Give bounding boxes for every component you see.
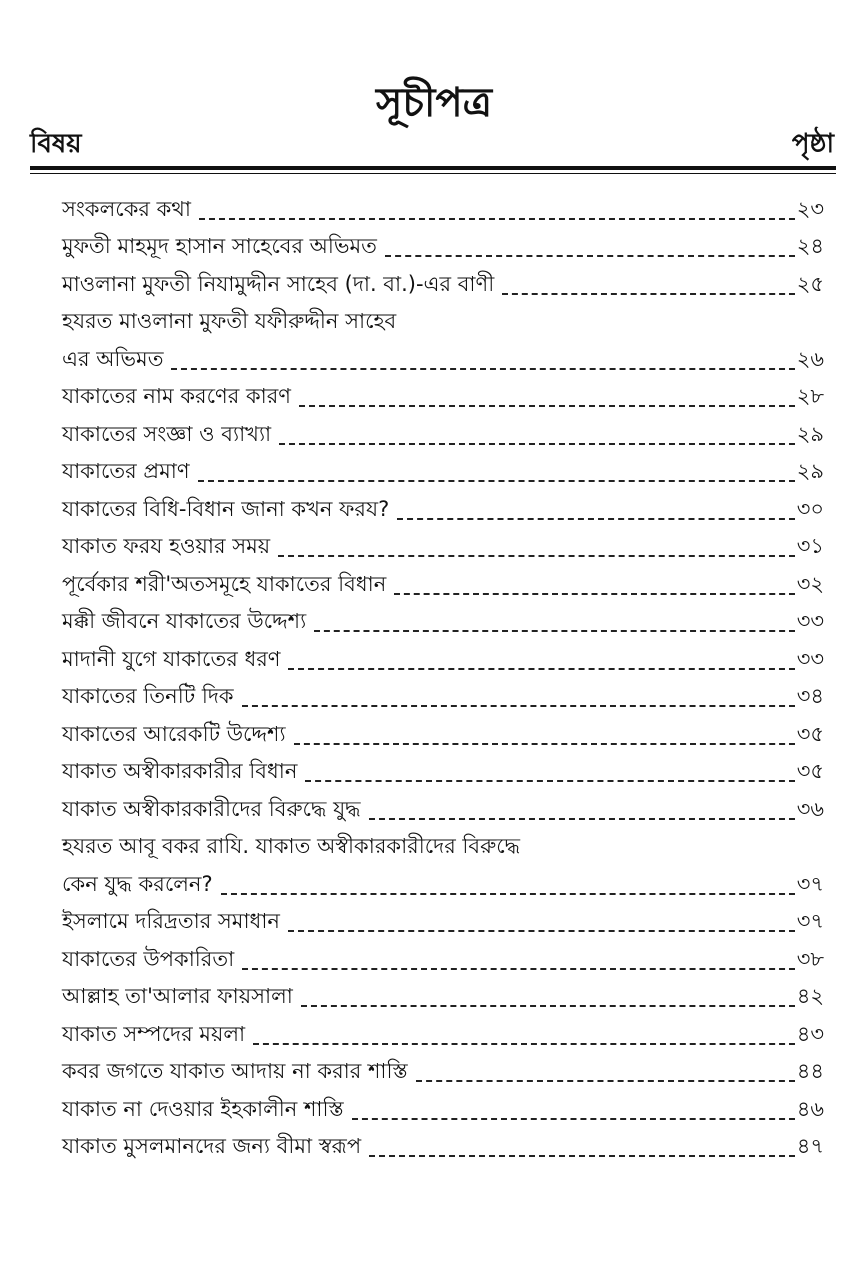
toc-entry-title: আল্লাহ তা'আলার ফায়সালা	[62, 984, 293, 1008]
dotted-leader	[242, 705, 795, 707]
table-of-contents	[62, 190, 824, 1165]
dotted-leader	[385, 255, 795, 257]
dotted-leader	[397, 518, 794, 520]
toc-entry-page-number: ২৯	[796, 459, 824, 483]
page-title: সূচীপত্র	[376, 80, 492, 126]
toc-entry-title: মুফতী মাহমূদ হাসান সাহেবের অভিমত	[62, 234, 377, 258]
toc-entry-page-number: ৩২	[796, 571, 824, 596]
toc-entry-title: যাকাত না দেওয়ার ইহকালীন শাস্তি	[62, 1096, 344, 1121]
toc-entry-page-number: ৩১	[796, 534, 824, 558]
toc-entry-title: হযরত আবূ বকর রাযি. যাকাত অস্বীকারকারীদের বিরুদ্ধে	[62, 834, 521, 858]
dotted-leader	[199, 218, 795, 220]
toc-entry	[62, 190, 824, 228]
toc-entry	[62, 678, 824, 716]
toc-entry	[62, 1128, 824, 1166]
dotted-leader	[221, 893, 795, 895]
toc-entry	[62, 940, 824, 978]
toc-entry-title: যাকাত মুসলমানদের জন্য বীমা স্বরূপ	[62, 1134, 362, 1158]
toc-entry-title: ইসলামে দরিদ্রতার সমাধান	[62, 909, 280, 933]
dotted-leader	[394, 593, 794, 595]
toc-entry	[62, 1090, 824, 1128]
toc-entry-title: সংকলকের কথা	[62, 196, 191, 221]
dotted-leader	[279, 443, 795, 445]
toc-entry-title: যাকাত ফরয হওয়ার সময়	[62, 534, 271, 558]
toc-entry	[62, 640, 824, 678]
toc-entry-title: যাকাতের নাম করণের কারণ	[62, 384, 291, 408]
toc-entry	[62, 1015, 824, 1053]
toc-entry-page-number: ৩০	[796, 496, 824, 521]
header-rule-thick	[30, 166, 836, 170]
toc-entry	[62, 978, 824, 1016]
toc-entry-title: যাকাতের বিধি-বিধান জানা কখন ফরয?	[62, 496, 390, 521]
toc-entry-title: যাকাতের তিনটি দিক	[62, 684, 234, 708]
toc-entry-page-number: ৩৩	[796, 646, 824, 671]
toc-entry-page-number: ২৯	[796, 421, 824, 446]
toc-entry-title: যাকাতের সংজ্ঞা ও ব্যাখ্যা	[62, 421, 272, 446]
toc-entry-page-number: ২৮	[796, 384, 824, 408]
toc-entry-title: কবর জগতে যাকাত আদায় না করার শাস্তি	[62, 1059, 408, 1083]
toc-entry-title: যাকাত অস্বীকারকারীর বিধান	[62, 759, 298, 783]
dotted-leader	[502, 293, 795, 295]
toc-entry	[62, 565, 824, 603]
dotted-leader	[352, 1118, 795, 1120]
dotted-leader	[171, 368, 794, 370]
toc-entry	[62, 903, 824, 941]
toc-entry-title: কেন যুদ্ধ করলেন?	[62, 871, 213, 896]
dotted-leader	[288, 668, 794, 670]
toc-entry-title: যাকাতের প্রমাণ	[62, 459, 190, 483]
toc-entry	[62, 753, 824, 791]
page-column-header: পৃষ্ঠা	[791, 129, 834, 159]
toc-entry	[62, 1053, 824, 1091]
toc-entry-title: মাদানী যুগে যাকাতের ধরণ	[62, 646, 281, 671]
dotted-leader	[301, 1005, 795, 1007]
toc-entry	[62, 528, 824, 566]
dotted-leader	[369, 818, 795, 820]
toc-entry-title: মক্কী জীবনে যাকাতের উদ্দেশ্য	[62, 609, 307, 633]
dotted-leader	[253, 1043, 795, 1045]
toc-entry	[62, 490, 824, 528]
dotted-leader	[369, 1155, 795, 1157]
toc-entry	[62, 415, 824, 453]
toc-entry-page-number: ২৪	[796, 234, 824, 258]
toc-entry-page-number: ২৬	[796, 346, 824, 371]
dotted-leader	[242, 968, 795, 970]
toc-entry	[62, 265, 824, 303]
toc-entry	[62, 378, 824, 416]
toc-entry-page-number: ৩৫	[796, 721, 824, 746]
toc-entry	[62, 790, 824, 828]
toc-entry-page-number: ৪২	[796, 984, 824, 1008]
toc-entry-page-number: ৩৮	[796, 946, 824, 971]
toc-entry	[62, 603, 824, 641]
dotted-leader	[288, 930, 795, 932]
toc-entry-page-number: ৪৭	[796, 1134, 824, 1158]
toc-entry-page-number: ৩৩	[796, 609, 824, 633]
toc-entry	[62, 828, 824, 866]
toc-entry-page-number: ৪৩	[796, 1021, 824, 1046]
toc-entry-title: যাকাতের আরেকটি উদ্দেশ্য	[62, 721, 286, 746]
toc-entry-page-number: ২৩	[796, 196, 824, 221]
toc-entry	[62, 865, 824, 903]
toc-entry-page-number: ২৫	[796, 271, 824, 296]
dotted-leader	[416, 1080, 795, 1082]
toc-entry	[62, 715, 824, 753]
toc-entry-page-number: ৩৭	[796, 909, 824, 933]
toc-entry-title: পূর্বেকার শরী'অতসমূহে যাকাতের বিধান	[62, 571, 387, 596]
toc-entry	[62, 340, 824, 378]
toc-entry-page-number: ৪৪	[796, 1059, 824, 1083]
toc-entry-title: যাকাত সম্পদের ময়লা	[62, 1021, 246, 1046]
toc-entry-page-number: ৩৫	[796, 759, 824, 783]
header-rule-thin	[30, 173, 836, 174]
dotted-leader	[305, 780, 794, 782]
subject-column-header: বিষয়	[30, 129, 82, 159]
dotted-leader	[278, 555, 795, 557]
dotted-leader	[294, 743, 795, 745]
toc-entry	[62, 228, 824, 266]
toc-entry-page-number: ৩৬	[796, 796, 824, 821]
toc-entry-title: মাওলানা মুফতী নিযামুদ্দীন সাহেব (দা. বা.)-এর বাণী	[62, 271, 495, 296]
toc-entry-page-number: ৩৭	[796, 871, 824, 896]
dotted-leader	[314, 630, 795, 632]
toc-entry-title: যাকাত অস্বীকারকারীদের বিরুদ্ধে যুদ্ধ	[62, 796, 361, 821]
dotted-leader	[198, 480, 795, 482]
dotted-leader	[299, 405, 795, 407]
toc-entry-title: এর অভিমত	[62, 346, 164, 371]
toc-entry	[62, 453, 824, 491]
toc-entry-page-number: ৩৪	[796, 684, 824, 708]
toc-entry-title: যাকাতের উপকারিতা	[62, 946, 235, 971]
toc-entry-page-number: ৪৬	[796, 1096, 824, 1121]
toc-entry-title: হযরত মাওলানা মুফতী যফীরুদ্দীন সাহেব	[62, 309, 397, 333]
toc-entry	[62, 303, 824, 341]
